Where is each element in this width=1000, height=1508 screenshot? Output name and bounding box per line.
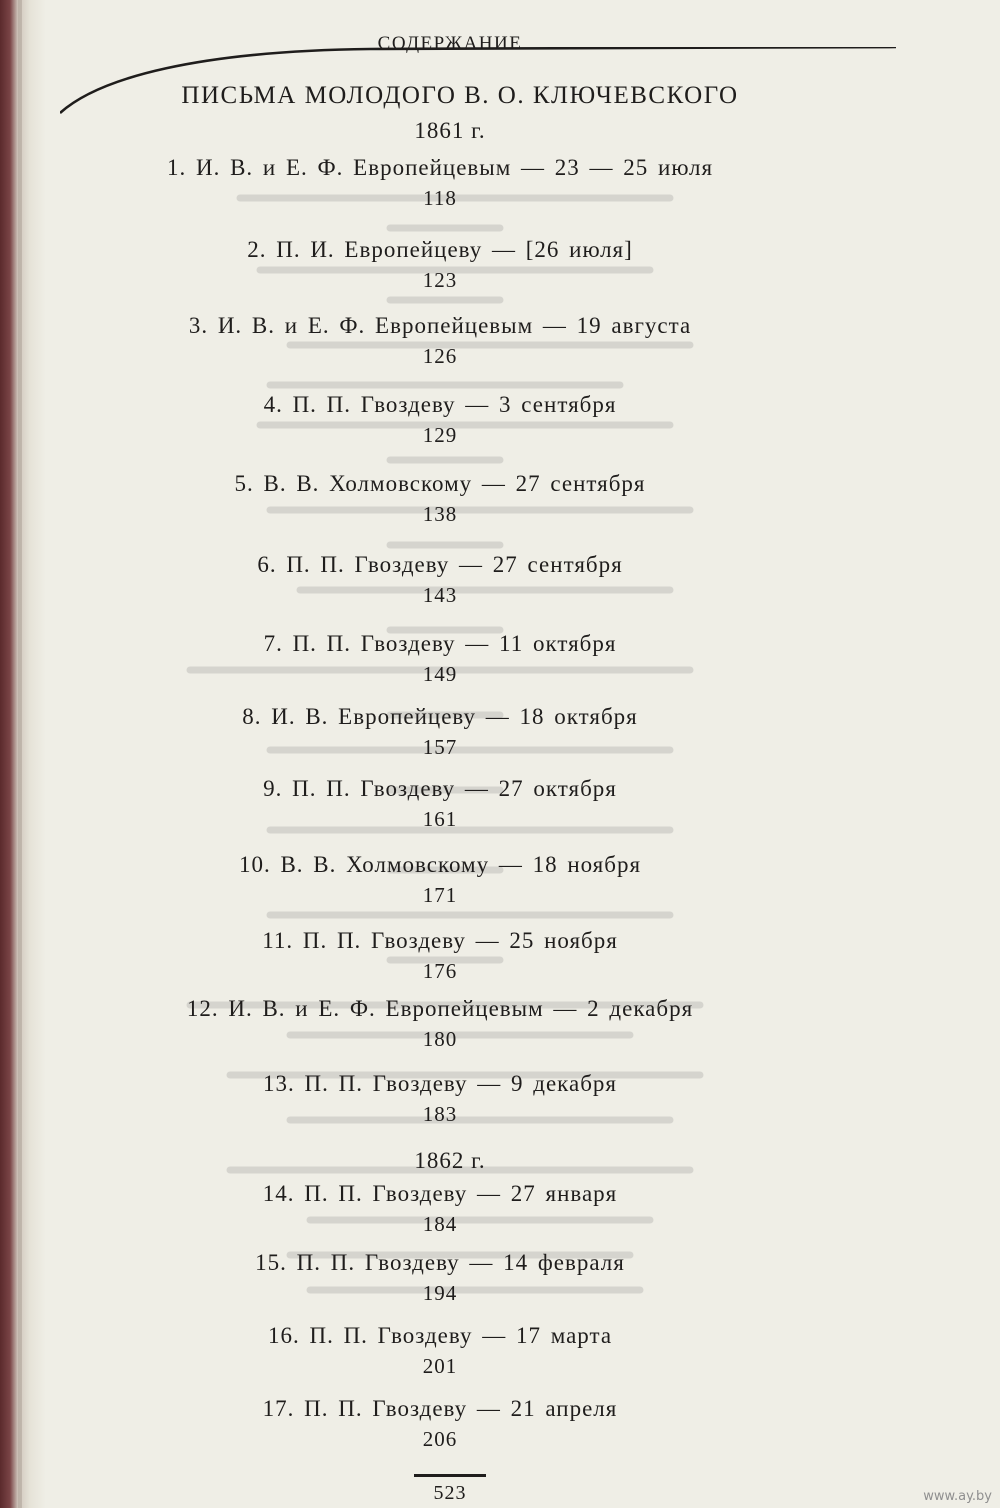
entry-title: 12. И. В. и Е. Ф. Европейцевым — 2 декабря <box>186 996 694 1021</box>
entry-page: 206 <box>422 1427 458 1451</box>
entry-title: 8. И. В. Европейцеву — 18 октября <box>242 704 638 729</box>
toc-entry-8[interactable] <box>120 703 760 760</box>
watermark: www.ay.by <box>923 1489 992 1504</box>
toc-entry-11[interactable] <box>120 927 760 984</box>
entry-page: 161 <box>422 807 458 831</box>
spine-shadow <box>18 0 22 1508</box>
entry-page: 180 <box>422 1027 458 1051</box>
entry-page: 171 <box>422 883 458 907</box>
entry-title: 13. П. П. Гвоздеву — 9 декабря <box>263 1071 617 1096</box>
toc-entry-14[interactable] <box>120 1180 760 1237</box>
toc-entry-15[interactable] <box>120 1249 760 1306</box>
toc-entry-12[interactable] <box>120 995 760 1052</box>
entry-title: 15. П. П. Гвоздеву — 14 февраля <box>255 1250 625 1275</box>
entry-page: 126 <box>422 344 458 368</box>
toc-entry-13[interactable] <box>120 1070 760 1127</box>
toc-entry-5[interactable] <box>120 470 760 527</box>
entry-title: 2. П. И. Европейцеву — [26 июля] <box>247 237 633 262</box>
entry-title: 9. П. П. Гвоздеву — 27 октября <box>263 776 617 801</box>
entry-title: 17. П. П. Гвоздеву — 21 апреля <box>262 1396 618 1421</box>
entry-page: 201 <box>422 1354 458 1378</box>
toc-entry-16[interactable] <box>120 1322 760 1379</box>
toc-entry-1[interactable] <box>120 154 760 211</box>
entry-page: 194 <box>422 1281 458 1305</box>
entry-page: 183 <box>422 1102 458 1126</box>
entry-title: 3. И. В. и Е. Ф. Европейцевым — 19 августа <box>188 313 692 338</box>
toc-entry-2[interactable] <box>120 236 760 293</box>
entry-page: 123 <box>422 268 458 292</box>
entry-page: 149 <box>422 662 458 686</box>
running-head: СОДЕРЖАНИЕ <box>377 33 523 54</box>
toc-entry-6[interactable] <box>120 551 760 608</box>
entry-title: 4. П. П. Гвоздеву — 3 сентября <box>263 392 617 417</box>
entry-title: 1. И. В. и Е. Ф. Европейцевым — 23 — 25 июля <box>166 155 714 180</box>
toc-entry-10[interactable] <box>120 851 760 908</box>
entry-title: 10. В. В. Холмовскому — 18 ноября <box>238 852 642 877</box>
footer-rule <box>414 1474 486 1477</box>
entry-title: 14. П. П. Гвоздеву — 27 января <box>262 1181 618 1206</box>
entry-page: 157 <box>422 735 458 759</box>
year-heading-1861: 1861 г. <box>414 118 486 143</box>
entry-page: 143 <box>422 583 458 607</box>
entry-title: 16. П. П. Гвоздеву — 17 марта <box>267 1323 613 1348</box>
entry-title: 7. П. П. Гвоздеву — 11 октября <box>263 631 617 656</box>
toc-entry-17[interactable] <box>120 1395 760 1452</box>
year-heading-1862: 1862 г. <box>414 1148 486 1173</box>
toc-entry-9[interactable] <box>120 775 760 832</box>
entry-title: 11. П. П. Гвоздеву — 25 ноября <box>262 928 618 953</box>
page-number: 523 <box>433 1482 467 1504</box>
book-spine <box>0 0 46 1508</box>
entry-page: 184 <box>422 1212 458 1236</box>
entry-page: 138 <box>422 502 458 526</box>
toc-entry-7[interactable] <box>120 630 760 687</box>
toc-entry-4[interactable] <box>120 391 760 448</box>
toc-entry-3[interactable] <box>120 312 760 369</box>
entry-page: 176 <box>422 959 458 983</box>
entry-title: 6. П. П. Гвоздеву — 27 сентября <box>257 552 623 577</box>
entry-page: 129 <box>422 423 458 447</box>
section-title: ПИСЬМА МОЛОДОГО В. О. КЛЮЧЕВСКОГО <box>181 82 739 109</box>
entry-page: 118 <box>423 186 457 210</box>
entry-title: 5. В. В. Холмовскому — 27 сентября <box>234 471 646 496</box>
